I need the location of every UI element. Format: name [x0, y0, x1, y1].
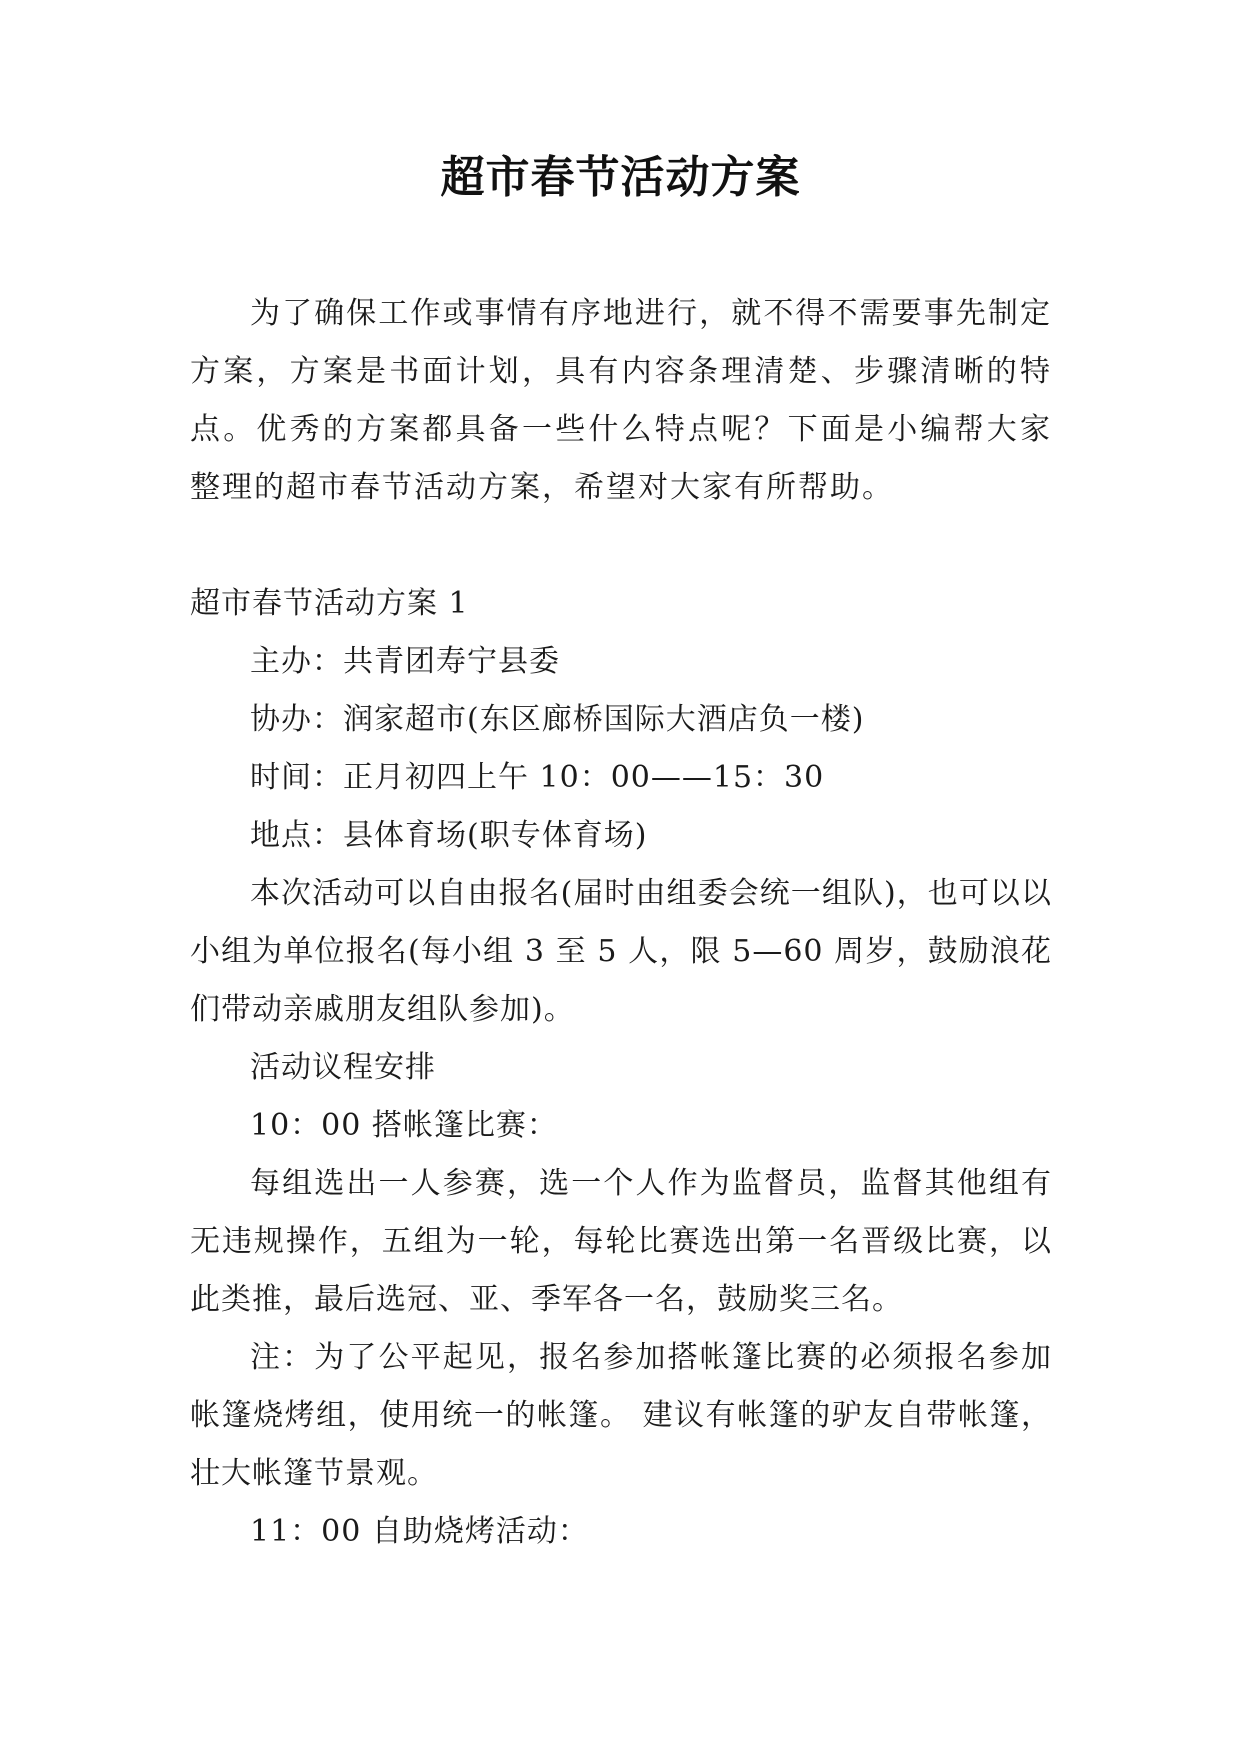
- info-location: 地点：县体育场(职专体育场): [250, 818, 648, 853]
- section-heading: 超市春节活动方案 1: [190, 586, 469, 621]
- agenda-item-tent-contest: 10：00 搭帐篷比赛：: [250, 1108, 558, 1143]
- info-time: 时间：正月初四上午 10：00——15：30: [250, 760, 825, 795]
- registration-paragraph: 本次活动可以自由报名(届时由组委会统一组队)，也可以以小组为单位报名(每小组 3 至 5 人，限 5—60 周岁，鼓励浪花们带动亲戚朋友组队参加)。: [190, 876, 1052, 1027]
- tent-contest-rules: 每组选出一人参赛，选一个人作为监督员，监督其他组有无违规操作，五组为一轮，每轮比赛选出第一名晋级比赛，以此类推，最后选冠、亚、季军各一名，鼓励奖三名。: [190, 1166, 1052, 1317]
- agenda-item-bbq: 11：00 自助烧烤活动：: [250, 1514, 589, 1549]
- info-organizer: 主办：共青团寿宁县委: [250, 644, 560, 679]
- page-title: 超市春节活动方案: [440, 152, 801, 203]
- intro-paragraph: 为了确保工作或事情有序地进行，就不得不需要事先制定方案，方案是书面计划，具有内容条理清楚、步骤清晰的特点。优秀的方案都具备一些什么特点呢？下面是小编帮大家整理的超市春节活动方案，希望对大家有所帮助。: [190, 296, 1052, 505]
- document-body: [190, 285, 1052, 1561]
- info-co-organizer: 协办：润家超市(东区廊桥国际大酒店负一楼): [250, 702, 865, 737]
- agenda-heading: 活动议程安排: [250, 1050, 436, 1085]
- tent-contest-note: 注：为了公平起见，报名参加搭帐篷比赛的必须报名参加帐篷烧烤组，使用统一的帐篷。 建议有帐篷的驴友自带帐篷，壮大帐篷节景观。: [190, 1340, 1052, 1491]
